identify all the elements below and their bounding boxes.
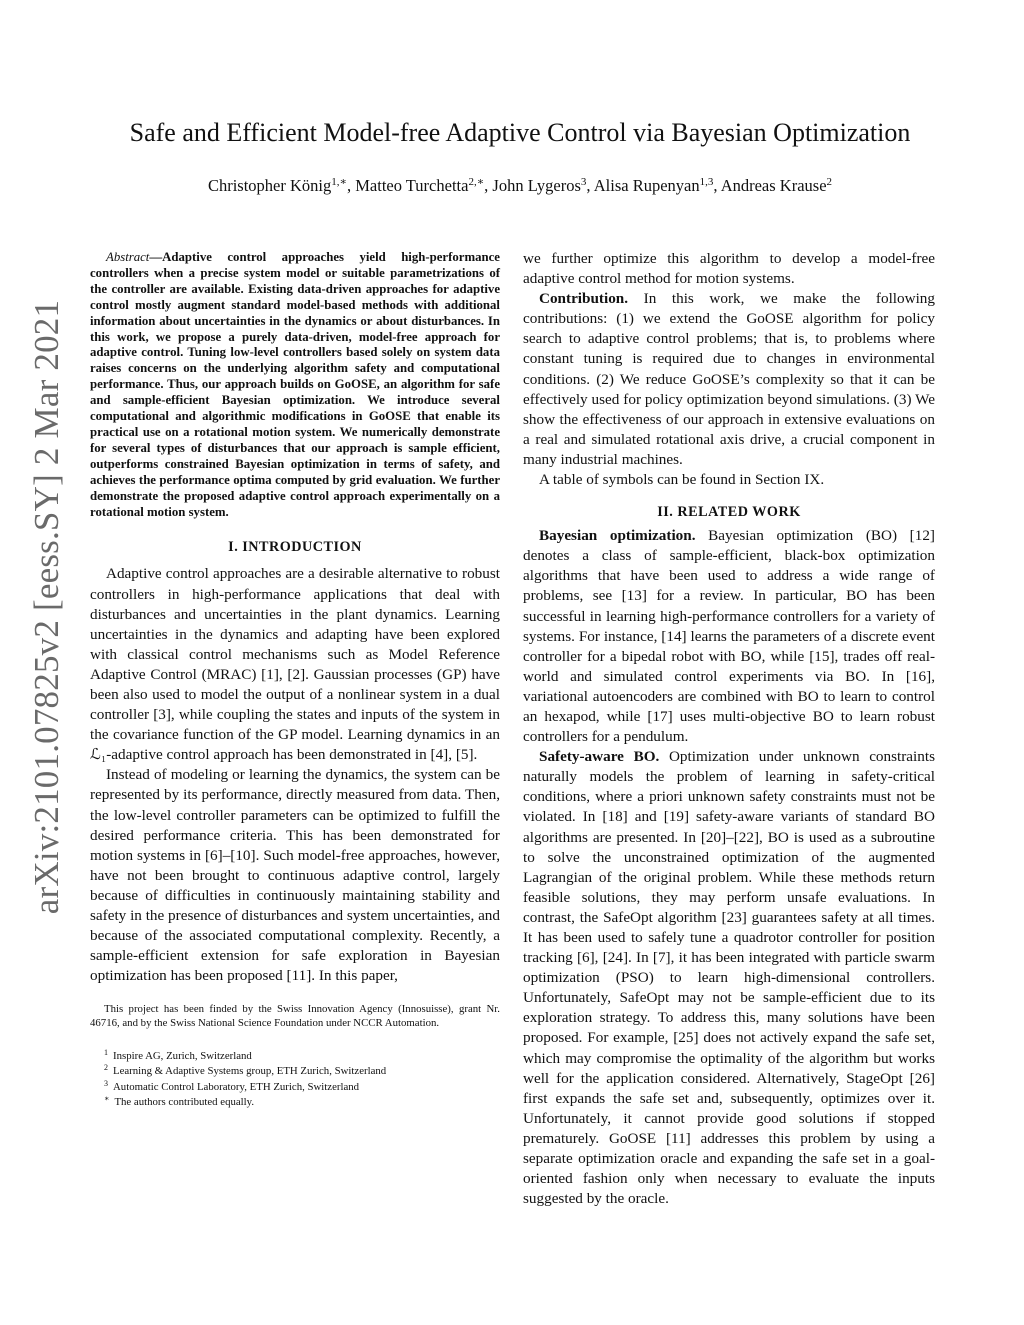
contribution-label: Contribution. (539, 290, 629, 308)
affiliation-item (90, 1064, 500, 1080)
affiliation-mark: 3 (104, 1078, 108, 1088)
author-affiliation-marks: 2,∗ (468, 176, 485, 188)
abstract-lead: Abstract (106, 250, 150, 264)
intro-paragraph-1: Adaptive control approaches are a desirable alternative to robust controllers in high-performance applications that deal with disturbances and uncertainties in the plant dynamics. Learning uncertainties in the dynamics and adapting have been explored with classical control mechanisms such as Model Reference Adaptive Control (MRAC) [1], [2]. Gaussian processes (GP) have been also used to model the output of a nonlinear system in a dual controller [3], while coupling the states and inputs of the system in the covariance function of the GP model. Learning dynamics in an ℒ₁-adaptive control approach has been demonstrated in [4], [5]. (90, 565, 500, 764)
author-name: Matteo Turchetta (355, 176, 469, 195)
contribution-paragraph (523, 289, 935, 470)
author-name: Christopher König (207, 176, 332, 195)
intro-paragraph-2: Instead of modeling or learning the dynamics, the system can be represented by its performance, directly measured from data. Then, the low-level controller parameters can be optimized to fulfill the desired performance criteria. This has been demonstrated for motion systems in [6]–[10]. Such model-free approaches, however, have not been brought to continuous adaptive control, largely because of difficulties in continuously maintaining stability and safety in the presence of disturbances and system uncertainties, and because of the associated computational complexity. Recently, a sample-efficient extension for safe exploration in Bayesian optimization has been proposed [11]. In this paper, (90, 766, 500, 985)
affiliation-text: Learning & Adaptive Systems group, ETH Zurich, Switzerland (113, 1065, 387, 1078)
section-heading-related-work: II. RELATED WORK (657, 504, 801, 521)
affiliation-text: The authors contributed equally. (114, 1096, 255, 1109)
affiliation-mark: ∗ (104, 1094, 110, 1104)
continued-paragraph: we further optimize this algorithm to develop a model-free adaptive control method for motion systems. (523, 250, 935, 288)
left-column (90, 250, 500, 1111)
abstract-dash: — (149, 250, 163, 264)
safety-aware-text: Optimization under unknown constraints naturally models the problem of learning in safety-critical conditions, where a priori unknown safety constraints must not be violated. In [18] and [19] safety-aware variants of standard BO algorithms are presented. In [20]–[22], BO is used as a subroutine to solve the unconstrained optimization of the augmented Lagrangian of the original problem. While these methods return feasible solutions, they may perform unsafe evaluations. In contrast, the SafeOpt algorithm [23] guarantees safety at all times. It has been used to safely tune a quadrotor controller for position tracking [6], [24]. In [7], it has been integrated with particle swarm optimization (PSO) to learn high-dimensional controllers. Unfortunately, SafeOpt may not be sample-efficient due to its exploration strategy. To address this, many solutions have been proposed. For example, [25] does not actively expand the safe set, which may compromise the optimality of the algorithm but works well for the application considered. Alternatively, StageOpt [26] first expands the safe set and, subsequently, optimizes over it. Unfortunately, it cannot provide good solutions if stopped prematurely. GoOSE [11] addresses this problem by using a separate optimization oracle and expanding the safe set in a goal-oriented fashion only when necessary to evaluate the inputs suggested by the oracle. (523, 748, 935, 1208)
author-separator: , (586, 176, 594, 195)
affiliation-list (90, 1049, 500, 1111)
bo-text: Bayesian optimization (BO) [12] denotes a class of sample-efficient, black-box optimization algorithms that have been used to address a wide range of problems, see [13] for a review. In particular, BO has been successful in learning high-performance controllers for a variety of systems. For instance, [14] learns the parameters of a discrete event controller for a bipedal robot with BO, while [15], trades off real-world and simulated control experiments via BO. In [16], variational autoencoders are combined with BO to learn to control an hexapod, while [17] uses multi-objective BO to learn robust controllers for a pendulum. (523, 527, 935, 746)
funding-footnote: This project has been finded by the Swiss Innovation Agency (Innosuisse), grant Nr. 46716, and by the Swiss National Science Foundation under NCCR Automation. (90, 1003, 500, 1029)
author-list (60, 174, 980, 198)
author-affiliation-marks: 1,∗ (331, 176, 347, 188)
affiliation-text: Automatic Control Laboratory, ETH Zurich, Switzerland (113, 1080, 360, 1093)
right-column (523, 249, 935, 1209)
affiliation-item (90, 1095, 500, 1111)
paper-title: Safe and Efficient Model-free Adaptive Control via Bayesian Optimization (129, 118, 911, 147)
author-affiliation-marks: 3 (580, 176, 587, 188)
safety-aware-label: Safety-aware BO. (539, 748, 660, 766)
affiliation-mark: 1 (104, 1047, 108, 1057)
abstract (90, 250, 500, 520)
abstract-text: Adaptive control approaches yield high-performance controllers when a precise system model or suitable parametrizations of the controller are available. Existing data-driven approaches for adaptive control mostly augment standard model-based methods with additional information about uncertainties in the dynamics or about disturbances. In this work, we propose a purely data-driven, model-free approach for adaptive control. Tuning low-level controllers based solely on system data raises concerns on the underlying algorithm safety and computational performance. Thus, our approach builds on GoOSE, an algorithm for safe and sample-efficient Bayesian optimization. We introduce several computational and algorithmic modifications in GoOSE that enable its practical use on a rotational motion system. We numerically demonstrate for several types of disturbances that our approach is sample efficient, outperforms constrained Bayesian optimization in terms of safety, and achieves the performance optima computed by grid evaluation. We further demonstrate the proposed adaptive control approach experimentally on a rotational motion system. (90, 250, 500, 519)
safety-aware-paragraph (523, 747, 935, 1209)
author-separator: , (484, 176, 493, 195)
author-separator: , (713, 176, 721, 195)
affiliation-mark: 2 (104, 1063, 108, 1073)
section-heading-introduction: I. INTRODUCTION (228, 539, 362, 556)
author-name: Andreas Krause (720, 176, 827, 195)
author-name: Alisa Rupenyan (593, 176, 700, 195)
symbols-paragraph: A table of symbols can be found in Section IX. (539, 471, 825, 489)
author-name: John Lygeros (492, 176, 581, 195)
affiliation-item (90, 1049, 500, 1065)
author-affiliation-marks: 1,3 (699, 176, 714, 188)
author-affiliation-marks: 2 (826, 176, 833, 188)
affiliation-text: Inspire AG, Zurich, Switzerland (113, 1049, 252, 1062)
arxiv-identifier: arXiv:2101.07825v2 [eess.SY] 2 Mar 2021 (27, 299, 66, 915)
bo-paragraph (523, 526, 935, 747)
author-separator: , (346, 176, 356, 195)
bo-label: Bayesian optimization. (539, 527, 696, 545)
contribution-text: In this work, we make the following contributions: (1) we extend the GoOSE algorithm for policy search to adaptive control problems; that is, to problems where constant tuning is required due to changes in environmental conditions. (2) We reduce GoOSE’s complexity so that it can be effectively used for policy optimization beyond simulations. (3) We show the effectiveness of our approach in extensive evaluations on a real and simulated rotational axis drive, a crucial component in many industrial machines. (523, 290, 935, 468)
affiliation-item (90, 1080, 500, 1096)
